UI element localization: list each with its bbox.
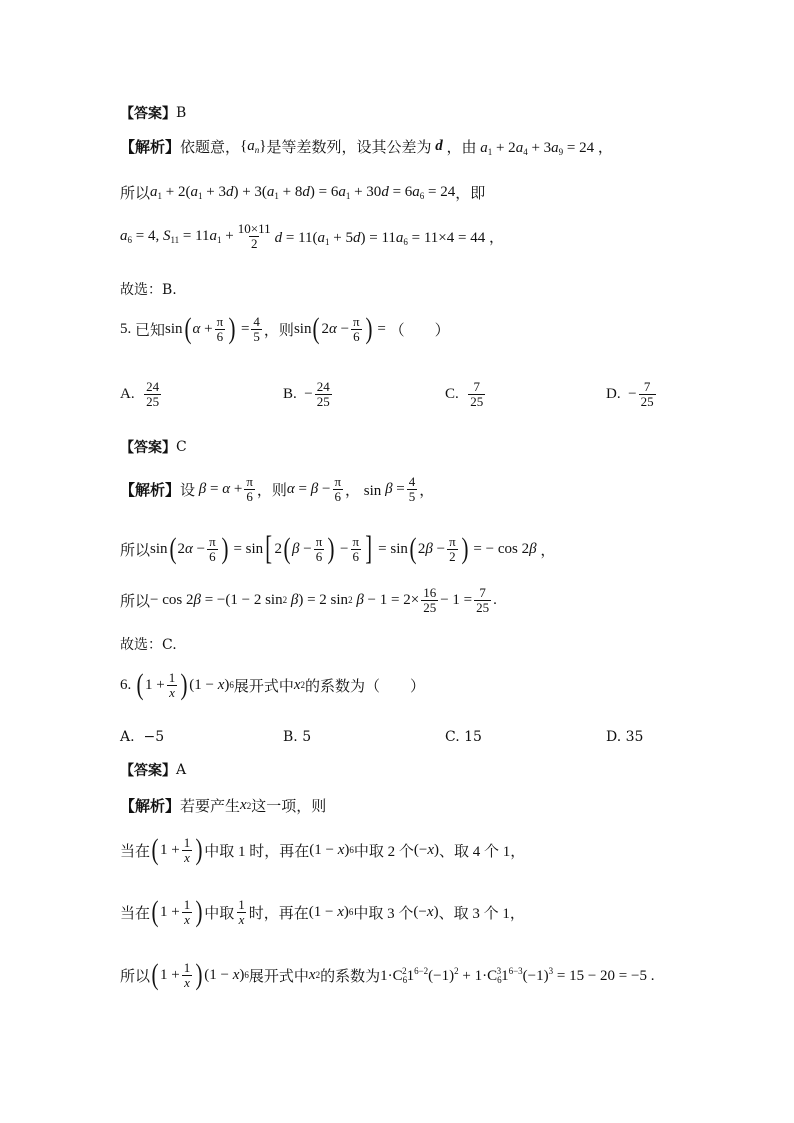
q4-analysis-line2: 所以 $a_1 + 2(a_1 + 3d) + 3(a_1 + 8d) = 6a_1 + 30d = 6a_6 = 24$ ，即 [120,184,486,202]
q4-analysis-line1: 【解析】 依题意， $\{a_n\}$ 是等差数列，设其公差为 d ，由 $a_1 + 2a_4 + 3a_9 = 24$ ， [120,138,613,157]
frac-10x11-over-2: $\frac{10\times 11}{2}$ [237,221,271,251]
q5-answer-line: 【答案】 C [120,439,187,456]
q6-analysis-final: 所以 ( 1 + $\frac{1}{x}$ ) (1 − x ) 6 展开式中 x 2 的系数为 $1\cdot C_6^21^{6-2}(-1)^2 + 1\cdot C_6^31^{6-3}(-1)^3 = 15 - 20 = -5$ . [120,958,655,991]
q4-analysis-label: 【解析】 [120,140,181,156]
q5-answer-value: C [176,439,187,455]
q6-analysis-case2: 当在 ( 1 + $\frac{1}{x}$ ) 中取 $\frac{1}{x}$ 时，再在 (1 − x ) 6 中取 3 个 (− x ) 、取 3 个 1， [120,895,525,928]
q4-answer-label: 【答案】 [120,106,176,122]
q6-stem: 6. ( 1 + $\frac{1}{x}$ ) (1 − x ) 6 展开式中 x 2 的系数为（ ） [120,668,426,701]
q6-analysis-line1: 【解析】 若要产生 x 2 这一项，则 [120,797,327,815]
q6-final-computation: $1\cdot C_6^21^{6-2}(-1)^2 + 1\cdot C_6^31^{6-3}(-1)^3 = 15 - 20 = -5$ . [380,965,655,985]
q6-analysis-case1: 当在 ( 1 + $\frac{1}{x}$ ) 中取 1 时，再在 (1 − x ) 6 中取 2 个 (− x ) 、取 4 个 1， [120,833,526,866]
q4-answer-line [120,103,186,123]
q6-option-d[interactable]: D. 35 [606,729,644,745]
q6-number: 6. [120,676,132,693]
q5-conclusion: 故选：C. [120,637,177,653]
q4-analysis-line3: $a_6 = 4$, $S_{11} = 11a_1$ + $\frac{10\times 11}{2}$ $d = 11(a_1 + 5d) = 11a_6 = 11\times 4 = 44$ ， [120,221,504,251]
q4-derivation: $a_1 + 2(a_1 + 3d) + 3(a_1 + 8d) = 6a_1 + 30d = 6a_6 = 24$ [150,184,456,201]
q6-answer-value: A [176,762,187,778]
q5-number: 5. [120,320,132,337]
sequence-notation: $\{a_n\}$ [240,138,267,155]
q6-answer-line: 【答案】 A [120,762,187,779]
q5-analysis-line1: 【解析】 设 β = α + $\frac{\pi}{6}$ ，则 α = β − $\frac{\pi}{6}$ ， sin β = $\frac{4}{5}$ ， [120,474,435,504]
q5-option-a[interactable]: A. $\frac{24}{25}$ [120,379,160,409]
q4-sum-formula: $a_6 = 4$, $S_{11} = 11a_1$ + [120,227,234,245]
q4-answer-value: B [176,105,187,121]
q5-analysis-line2: 所以 sin ( 2 α − $\frac{\pi}{6}$ ) = sin [ 2 ( β − $\frac{\pi}{6}$ ) − $\frac{\pi}{6}$ ] = sin ( 2 β − $\frac{\pi}{2}$ ) = − cos 2 β ， [120,530,556,567]
q5-analysis-line3: 所以 − cos 2 β = −(1 − 2 sin 2 β ) = 2 sin 2 β − 1 = 2× $\frac{16}{25}$ − 1 = $\frac{7}{25}$ . [120,585,497,615]
q4-given-equation: $a_1 + 2a_4 + 3a_9 = 24$ ， [480,140,613,157]
q6-option-a[interactable]: A. −5 [120,729,165,745]
q4-conclusion: 故选：B. [120,282,177,298]
q5-option-d[interactable]: D. − $\frac{7}{25}$ [606,379,654,409]
q6-option-c[interactable]: C. 15 [445,729,482,745]
q5-stem: 5. 已知 sin ( α + $\frac{\pi}{6}$ ) = $\frac{4}{5}$ ，则 sin ( 2 α − $\frac{\pi}{6}$ ) = （ ） [120,312,450,345]
q5-option-c[interactable]: C. $\frac{7}{25}$ [445,379,484,409]
q5-option-b[interactable]: B. − $\frac{24}{25}$ [283,379,330,409]
q6-option-b[interactable]: B. 5 [283,729,312,745]
